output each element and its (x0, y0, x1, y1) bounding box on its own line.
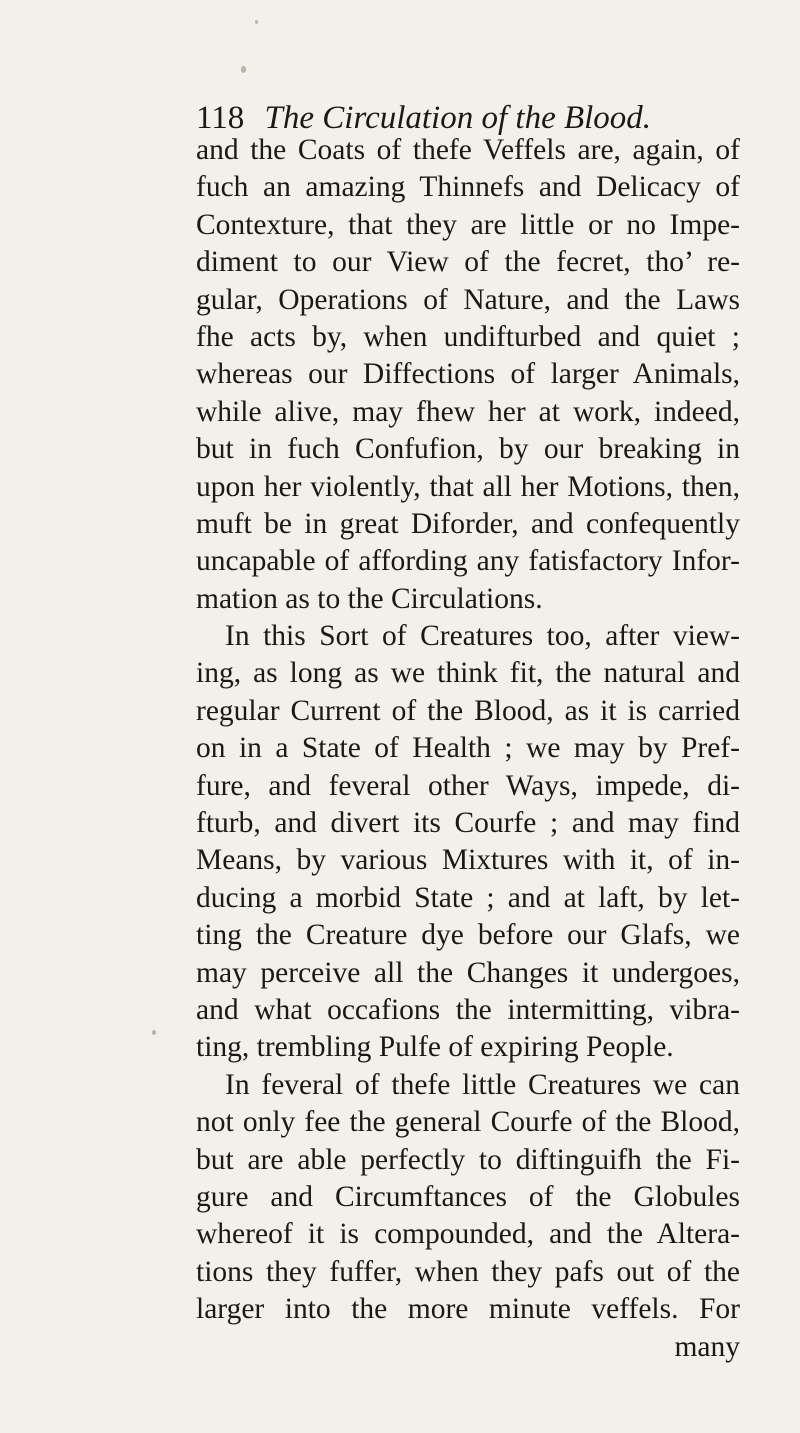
body-text (196, 132, 740, 1366)
text-line: whereas our Diffections of larger Animals, (196, 358, 740, 391)
text-line: ting, trembling Pulfe of expiring People. (196, 1031, 674, 1064)
text-line: not only fee the general Courfe of the Blood, (196, 1106, 740, 1139)
text-line: but are able perfectly to diftinguifh the Fi- (196, 1143, 740, 1176)
text-line: Contexture, that they are little or no Impe- (196, 208, 740, 241)
text-line: tions they fuffer, when they pafs out of the (196, 1255, 740, 1288)
paper-speck (152, 1030, 156, 1035)
text-line: muft be in great Diforder, and confequently (196, 507, 740, 540)
paper-speck (255, 20, 258, 24)
text-line: ing, as long as we think fit, the natural and (196, 657, 740, 690)
text-line: fhe acts by, when undifturbed and quiet ; (196, 320, 740, 353)
text-line: upon her violently, that all her Motions, then, (196, 470, 740, 503)
paragraph-start-line: In this Sort of Creatures too, after view- (225, 620, 740, 653)
text-line: may perceive all the Changes it undergoes, (196, 956, 740, 989)
page-number: 118 (196, 100, 245, 136)
text-line: Means, by various Mixtures with it, of in- (196, 844, 740, 877)
running-title: The Circulation of the Blood. (264, 100, 652, 136)
text-line: fure, and feveral other Ways, impede, di- (196, 769, 740, 802)
text-line: larger into the more minute veffels. For (196, 1293, 740, 1326)
paragraph-start-line: In feveral of thefe little Creatures we can (225, 1068, 740, 1101)
text-line: and the Coats of thefe Veffels are, again, of (196, 134, 740, 166)
text-line: whereof it is compounded, and the Altera- (196, 1218, 740, 1251)
text-line: uncapable of affording any fatisfactory Infor- (196, 545, 740, 578)
text-line: but in fuch Confufion, by our breaking in (196, 433, 740, 466)
text-line: gular, Operations of Nature, and the Laws (196, 283, 740, 316)
text-line: ting the Creature dye before our Glafs, we (196, 919, 740, 952)
text-line: fuch an amazing Thinnefs and Delicacy of (196, 171, 740, 204)
running-head (196, 102, 651, 135)
text-line: regular Current of the Blood, as it is carried (196, 694, 740, 727)
text-line: ducing a morbid State ; and at laft, by let- (196, 881, 740, 914)
text-line: diment to our View of the fecret, tho’ re- (196, 246, 740, 279)
catchword: many (674, 1330, 740, 1363)
paper-speck (241, 66, 246, 73)
text-line: fturb, and divert its Courfe ; and may find (196, 807, 740, 840)
text-line: and what occafions the intermitting, vibra- (196, 993, 740, 1026)
text-line: on in a State of Health ; we may by Pref- (196, 732, 740, 765)
text-line: gure and Circumftances of the Globules (196, 1180, 740, 1213)
text-line: mation as to the Circulations. (196, 582, 543, 615)
text-line: while alive, may fhew her at work, indeed, (196, 395, 740, 428)
